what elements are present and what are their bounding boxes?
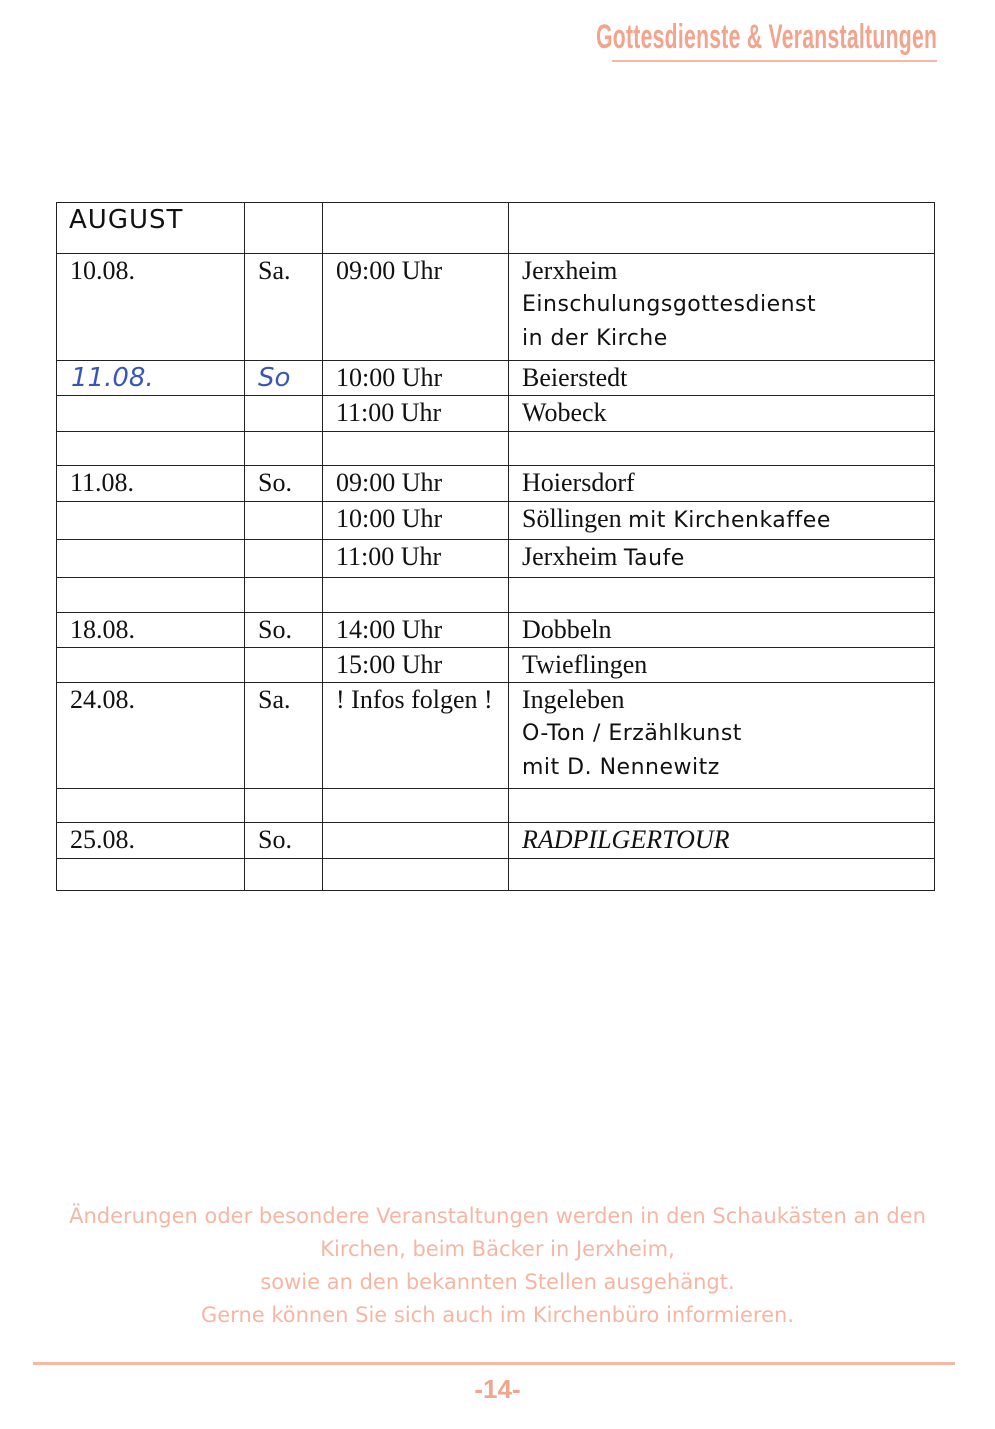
table-row [57, 361, 935, 396]
event-cell [509, 254, 935, 361]
schedule-table [56, 202, 935, 891]
footer-divider [33, 1362, 955, 1365]
time-cell: 09:00 Uhr [323, 466, 509, 502]
notice-line: Kirchen, beim Bäcker in Jerxheim, [320, 1237, 675, 1261]
note-text: Einschulungsgottesdienst [522, 292, 817, 317]
event-cell [509, 502, 935, 540]
table-row [57, 540, 935, 578]
spacer-row [57, 789, 935, 823]
event-cell [509, 540, 935, 578]
date-cell: 10.08. [57, 254, 245, 361]
day-cell: So. [245, 466, 323, 502]
place-text: Söllingen [522, 504, 622, 533]
notice-line: sowie an den bekannten Stellen ausgehängt. [260, 1270, 735, 1294]
date-cell: 18.08. [57, 613, 245, 648]
time-cell: 14:00 Uhr [323, 613, 509, 648]
table-row [57, 502, 935, 540]
note-text: O-Ton / Erzählkunst [522, 721, 742, 746]
day-cell: So. [245, 613, 323, 648]
table-row [57, 396, 935, 432]
date-cell: 11.08. [57, 466, 245, 502]
month-heading: AUGUST [57, 203, 245, 254]
table-row [57, 613, 935, 648]
notice-line: Änderungen oder besondere Veranstaltungen werden in den Schaukästen an den [69, 1204, 926, 1228]
place-cell: RADPILGERTOUR [509, 823, 935, 859]
notice-line: Gerne können Sie sich auch im Kirchenbüro informieren. [200, 1303, 795, 1327]
date-cell: 24.08. [57, 683, 245, 789]
time-cell: 11:00 Uhr [323, 540, 509, 578]
note-text: mit Kirchenkaffee [628, 508, 831, 533]
place-text: Ingeleben [522, 685, 625, 714]
note-text: Taufe [623, 546, 685, 571]
header-divider [612, 60, 937, 62]
page-header-title: Gottesdienste & Veranstaltungen [595, 18, 937, 56]
place-text: Jerxheim [522, 542, 618, 571]
time-cell: 11:00 Uhr [323, 396, 509, 432]
table-row [57, 254, 935, 361]
table-row [57, 648, 935, 683]
note-text: mit D. Nennewitz [522, 755, 720, 780]
time-cell: 10:00 Uhr [323, 502, 509, 540]
table-row [57, 683, 935, 789]
table-row [57, 466, 935, 502]
time-cell: 10:00 Uhr [323, 361, 509, 396]
date-cell: 11.08. [57, 361, 245, 396]
footer-notice [40, 1200, 955, 1332]
day-cell: So [245, 361, 323, 396]
spacer-row [57, 859, 935, 891]
table-header-row [57, 203, 935, 254]
place-cell: Hoiersdorf [509, 466, 935, 502]
day-cell: Sa. [245, 254, 323, 361]
date-cell: 25.08. [57, 823, 245, 859]
time-cell: 09:00 Uhr [323, 254, 509, 361]
spacer-row [57, 578, 935, 613]
time-cell: ! Infos folgen ! [323, 683, 509, 789]
page-number: -14- [474, 1374, 521, 1404]
spacer-row [57, 432, 935, 466]
note-text: in der Kirche [522, 326, 668, 351]
place-text: Jerxheim [522, 256, 618, 285]
day-cell: Sa. [245, 683, 323, 789]
event-cell [509, 683, 935, 789]
day-cell: So. [245, 823, 323, 859]
time-cell: 15:00 Uhr [323, 648, 509, 683]
place-cell: Dobbeln [509, 613, 935, 648]
place-cell: Beierstedt [509, 361, 935, 396]
place-cell: Twieflingen [509, 648, 935, 683]
table-row [57, 823, 935, 859]
place-cell: Wobeck [509, 396, 935, 432]
